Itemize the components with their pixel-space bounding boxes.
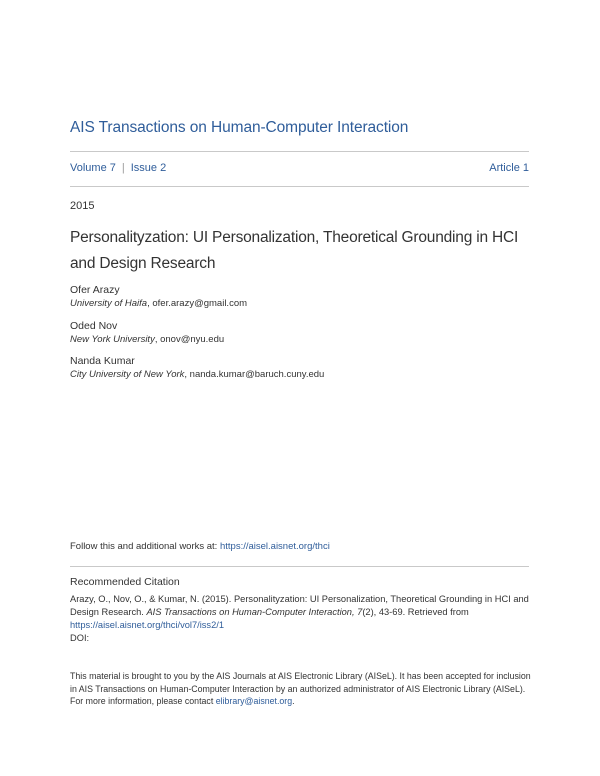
volume-issue-group [70, 162, 166, 174]
issue-info-row [70, 162, 529, 174]
follow-line [70, 541, 330, 552]
citation-part1: Arazy, O., Nov, O., & Kumar, N. (2015). Personalityzation: UI Personalization, Theoretical Grounding in HCI and Design Research. [70, 594, 529, 617]
follow-link[interactable]: https://aisel.aisnet.org/thci [219, 541, 330, 552]
author-email: , ofer.arazy@gmail.com [147, 298, 248, 309]
author-name: Oded Nov [70, 320, 118, 332]
citation-text [70, 593, 532, 645]
author-email: , onov@nyu.edu [154, 334, 225, 345]
author-affiliation: University of Haifa [70, 298, 148, 309]
author-affiliation-line [70, 368, 324, 382]
author-affiliation-line [70, 297, 247, 311]
follow-text: Follow this and additional works at: [70, 541, 220, 552]
citation-divider [70, 566, 529, 567]
paper-title: Personalityzation: UI Personalization, Theoretical Grounding in HCI and Design Research [70, 229, 519, 272]
author-affiliation: New York University [70, 334, 155, 345]
citation-link[interactable]: https://aisel.aisnet.org/thci/vol7/iss2/1 [70, 620, 224, 630]
author-name: Nanda Kumar [70, 355, 135, 367]
issue-link[interactable]: Issue 2 [130, 162, 167, 174]
top-divider [70, 151, 529, 152]
publication-year: 2015 [70, 200, 95, 212]
footer-end: . [292, 696, 295, 706]
citation-part2: (2), 43-69. Retrieved from [362, 607, 469, 617]
recommended-citation-heading: Recommended Citation [70, 576, 180, 588]
footer-notice [70, 670, 532, 708]
author-affiliation-line [70, 333, 224, 347]
footer-text: This material is brought to you by the AIS Journals at AIS Electronic Library (AISeL). It has been accepted for inclusion in AIS Transactions on Human-Computer Interaction by an authorized administrator of AIS Electronic Library (AISeL). For more information, please contact [70, 671, 531, 706]
article-link[interactable]: Article 1 [489, 162, 529, 174]
volume-link[interactable]: Volume 7 [70, 162, 116, 174]
author-affiliation: City University of New York [70, 369, 185, 380]
citation-journal: AIS Transactions on Human-Computer Interaction, 7 [146, 607, 363, 617]
footer-email-link[interactable]: elibrary@aisnet.org [215, 696, 293, 706]
issue-separator: | [121, 162, 125, 174]
author-block [70, 283, 247, 311]
author-name: Ofer Arazy [70, 284, 120, 296]
issue-divider [70, 186, 529, 187]
journal-title-link[interactable]: AIS Transactions on Human-Computer Interaction [70, 119, 409, 136]
citation-doi: DOI: [70, 633, 90, 643]
author-email: , nanda.kumar@baruch.cuny.edu [184, 369, 325, 380]
author-block [70, 319, 224, 347]
author-block [70, 354, 324, 382]
